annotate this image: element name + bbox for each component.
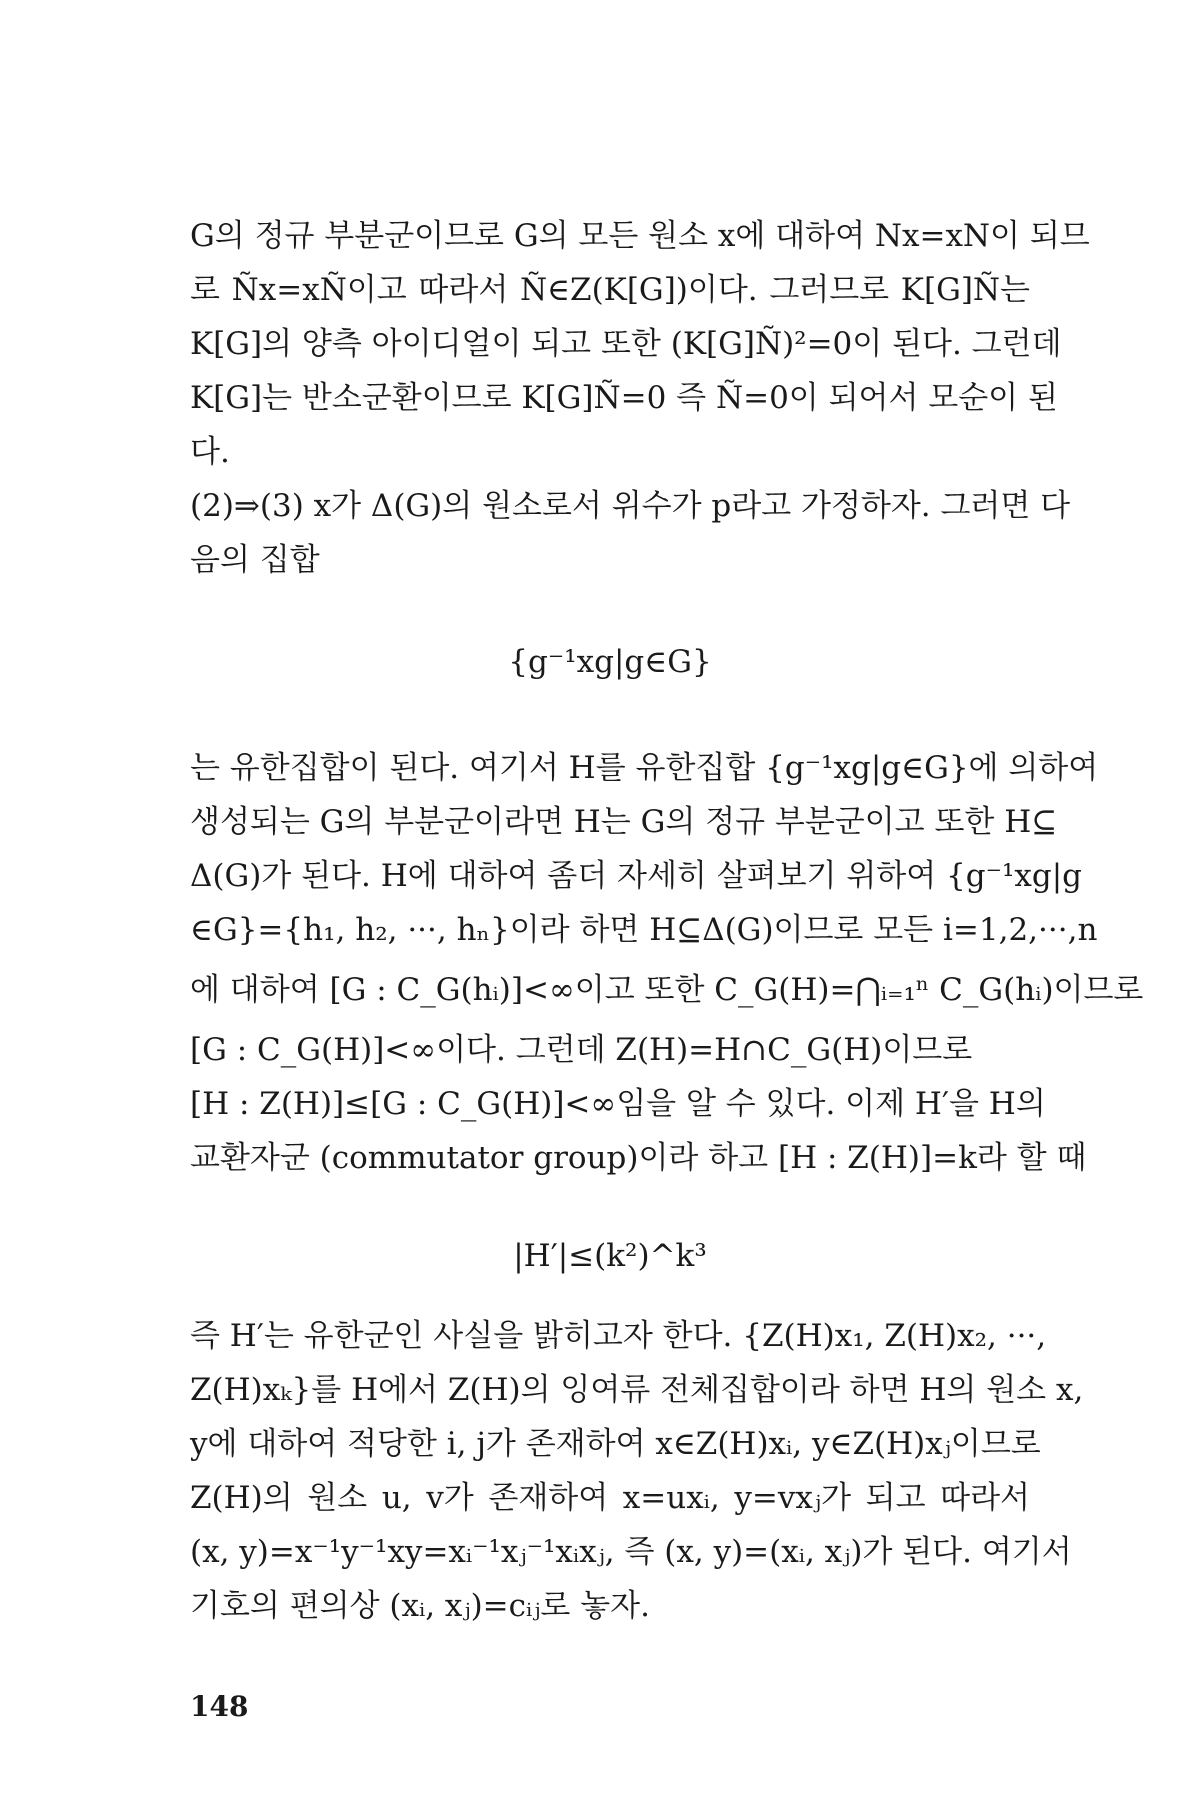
text-line: 기호의 편의상 (xᵢ, xⱼ)=cᵢⱼ로 놓자. — [190, 1588, 650, 1624]
text-line: ∈G}={h₁, h₂, ···, hₙ}이라 하면 H⊆Δ(G)이므로 모든 i=1,2,···,n — [190, 912, 1098, 948]
text-line: [G : C_G(H)]<∞이다. 그런데 Z(H)=H∩C_G(H)이므로 — [190, 1032, 973, 1068]
display-formula: {g⁻¹xg|g∈G} — [508, 644, 712, 680]
text-line: Z(H)의 원소 u, v가 존재하여 x=uxᵢ, y=vxⱼ가 되고 따라서 — [190, 1480, 1030, 1516]
text-line: 교환자군 (commutator group)이라 하고 [H : Z(H)]=k라 할 때 — [190, 1140, 1087, 1176]
text-line: (2)⇒(3) x가 Δ(G)의 원소로서 위수가 p라고 가정하자. 그러면 다 — [190, 488, 1071, 524]
text-line: 로 Ñx=xÑ이고 따라서 Ñ∈Z(K[G])이다. 그러므로 K[G]Ñ는 — [190, 272, 1030, 308]
text-line: K[G]의 양측 아이디얼이 되고 또한 (K[G]Ñ)²=0이 된다. 그런데 — [190, 326, 1062, 362]
text-line: K[G]는 반소군환이므로 K[G]Ñ=0 즉 Ñ=0이 되어서 모순이 된 — [190, 380, 1058, 416]
text-line: 는 유한집합이 된다. 여기서 H를 유한집합 {g⁻¹xg|g∈G}에 의하여 — [190, 750, 1099, 786]
text-line: Z(H)xₖ}를 H에서 Z(H)의 잉여류 전체집합이라 하면 H의 원소 x, — [190, 1372, 1084, 1408]
text-line: [H : Z(H)]≤[G : C_G(H)]<∞임을 알 수 있다. 이제 H′을 H의 — [190, 1086, 1046, 1122]
text-line: 에 대하여 [G : C_G(hᵢ)]<∞이고 또한 C_G(H)=⋂ᵢ₌₁ⁿ C_G(hᵢ)이므로 — [190, 972, 1144, 1008]
display-formula: |H′|≤(k²)^k³ — [513, 1238, 707, 1274]
text-line: (x, y)=x⁻¹y⁻¹xy=xᵢ⁻¹xⱼ⁻¹xᵢxⱼ, 즉 (x, y)=(xᵢ, xⱼ)가 된다. 여기서 — [190, 1534, 1072, 1570]
text-line: G의 정규 부분군이므로 G의 모든 원소 x에 대하여 Nx=xN이 되므 — [190, 218, 1090, 254]
text-line: 즉 H′는 유한군인 사실을 밝히고자 한다. {Z(H)x₁, Z(H)x₂, ···, — [190, 1318, 1047, 1354]
page-number: 148 — [190, 1690, 249, 1723]
text-line: 음의 집합 — [190, 542, 320, 578]
text-line: 생성되는 G의 부분군이라면 H는 G의 정규 부분군이고 또한 H⊆ — [190, 804, 1058, 840]
text-line: 다. — [190, 434, 230, 470]
text-line: y에 대하여 적당한 i, j가 존재하여 x∈Z(H)xᵢ, y∈Z(H)xⱼ이므로 — [190, 1426, 1041, 1462]
text-line: Δ(G)가 된다. H에 대하여 좀더 자세히 살펴보기 위하여 {g⁻¹xg|g — [190, 858, 1083, 894]
